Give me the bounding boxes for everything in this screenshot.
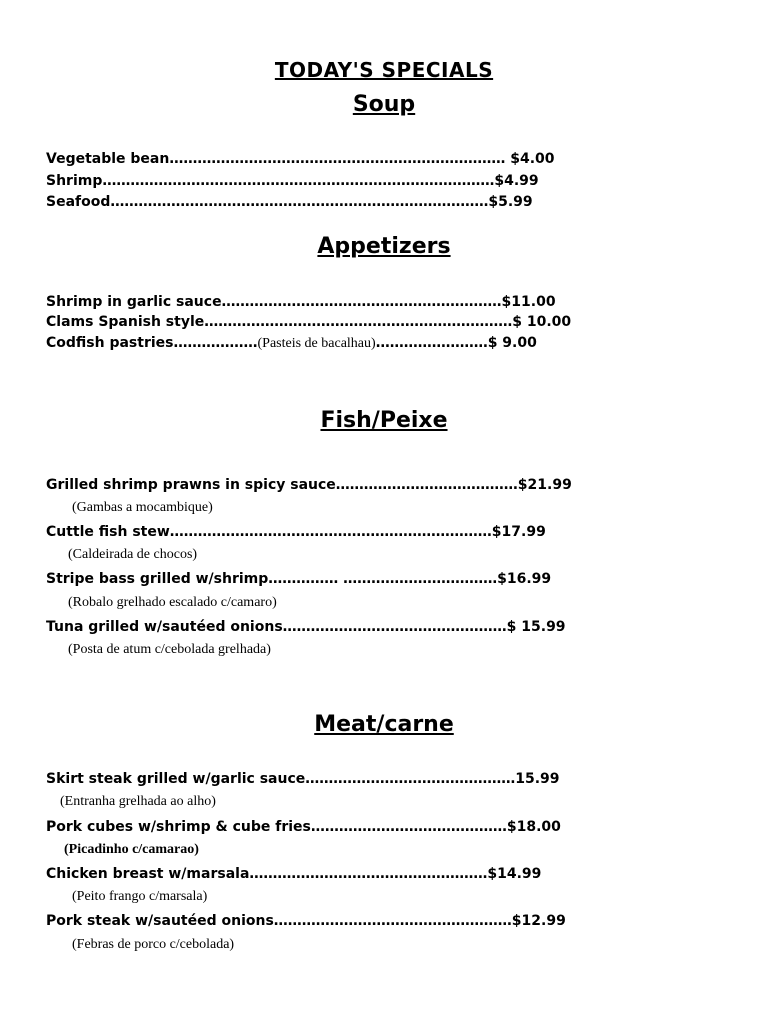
menu-item-grilled-shrimp-prawns: Grilled shrimp prawns in spicy sauce…………………………………$21.99: [46, 477, 572, 493]
menu-item-codfish-pastries: [46, 334, 537, 353]
menu-item-skirt-steak: Skirt steak grilled w/garlic sauce………………………………………15.99: [46, 771, 560, 787]
item-name: Codfish pastries………………: [46, 335, 258, 351]
item-translation: (Entranha grelhada ao alho): [60, 794, 216, 809]
item-translation: (Peito frango c/marsala): [72, 889, 208, 904]
menu-item-vegetable-bean: Vegetable bean……………………………………………………………… $4.00: [46, 151, 555, 167]
item-translation: (Posta de atum c/cebolada grelhada): [68, 642, 271, 657]
menu-item-pork-cubes: Pork cubes w/shrimp & cube fries……………………………………$18.00: [46, 819, 561, 835]
menu-item-shrimp-soup: Shrimp…………………………………………………………………………$4.99: [46, 173, 539, 189]
section-heading-meat: Meat/carne: [314, 712, 454, 737]
section-heading-appetizers: Appetizers: [317, 234, 451, 259]
item-translation: (Caldeirada de chocos): [68, 547, 198, 562]
menu-item-clams: Clams Spanish style…………………………………………………………$ 10.00: [46, 314, 572, 330]
menu-item-stripe-bass: Stripe bass grilled w/shrimp…………… ……………………………$16.99: [46, 571, 552, 587]
section-heading-fish: Fish/Peixe: [320, 408, 448, 433]
item-translation: (Febras de porco c/cebolada): [72, 937, 235, 952]
item-price: ……………………$ 9.00: [375, 335, 537, 351]
item-translation: (Picadinho c/camarao): [64, 842, 199, 857]
menu-item-seafood-soup: Seafood………………………………………………………………………$5.99: [46, 194, 533, 210]
menu-item-cuttle-fish: Cuttle fish stew……………………………………………………………$17.99: [46, 524, 546, 540]
menu-item-tuna: Tuna grilled w/sautéed onions…………………………………………$ 15.99: [46, 619, 566, 635]
menu-item-chicken-breast: Chicken breast w/marsala……………………………………………$14.99: [46, 866, 542, 882]
menu-item-shrimp-garlic: Shrimp in garlic sauce……………………………………………………$11.00: [46, 294, 556, 310]
page-title: TODAY'S SPECIALS: [274, 58, 494, 82]
item-translation: (Gambas a mocambique): [72, 500, 213, 515]
item-translation: (Pasteis de bacalhau): [257, 336, 376, 351]
menu-item-pork-steak: Pork steak w/sautéed onions……………………………………………$12.99: [46, 913, 566, 929]
item-translation: (Robalo grelhado escalado c/camaro): [68, 595, 277, 610]
section-heading-soup: Soup: [352, 92, 416, 117]
